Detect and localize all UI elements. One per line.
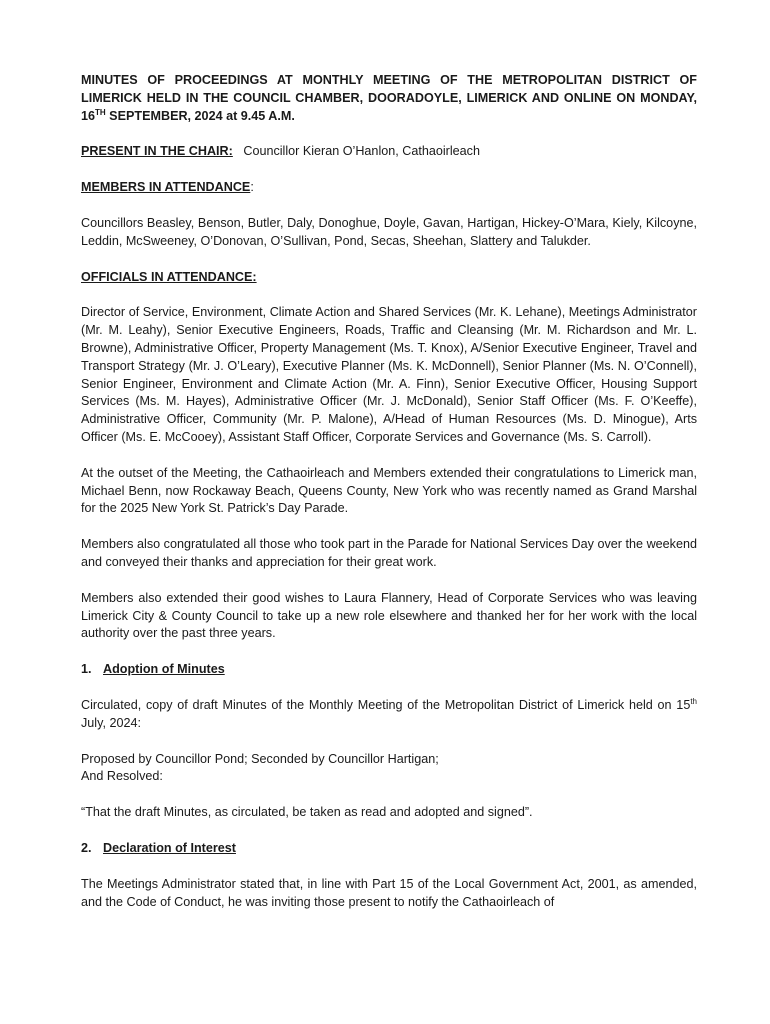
section-1-number: 1.	[81, 662, 92, 677]
section-2-text: The Meetings Administrator stated that, in line with Part 15 of the Local Government Act, 2001, as amended, and the Code of Conduct, he was inviting those present to notify the Cathaoirleach of	[81, 876, 697, 909]
members-list: Councillors Beasley, Benson, Butler, Daly, Donoghue, Doyle, Gavan, Hartigan, Hickey-O’Mara, Kiely, Kilcoyne, Leddin, McSweeney, O’Donovan, O’Sullivan, Pond, Secas, Sheehan, Slattery and Talukder.	[81, 215, 697, 248]
circulated-text-part1: Circulated, copy of draft Minutes of the Monthly Meeting of the Metropolitan District of Limerick held on 15	[81, 697, 691, 712]
section-1-resolved: And Resolved:	[81, 769, 163, 784]
members-heading	[81, 179, 697, 197]
title-text-part2: SEPTEMBER, 2024 at 9.45 A.M.	[105, 108, 295, 123]
circulated-superscript: th	[690, 696, 697, 706]
paragraph-congratulations: At the outset of the Meeting, the Cathaoirleach and Members extended their congratulations to Limerick man, Michael Benn, now Rockaway Beach, Queens County, New York who was recently named as Grand Marshal for the 2025 New York St. Patrick’s Day Parade.	[81, 465, 697, 516]
officials-list: Director of Service, Environment, Climate Action and Shared Services (Mr. K. Lehane), Meetings Administrator (Mr. M. Leahy), Senior Executive Engineers, Roads, Traffic and Cleansing (Mr. M. Richardson and Mr. L. Browne), Administrative Officer, Property Management (Ms. T. Knox), A/Senior Executive Engineer, Travel and Transport Strategy (Mr. J. O’Leary), Executive Planner (Ms. K. McDonnell), Senior Planner (Ms. N. O’Connell), Senior Engineer, Environment and Climate Action (Mr. A. Finn), Senior Executive Officer, Housing Support Services (Ms. M. Hayes), Administrative Officer (Mr. J. McDonald), Senior Staff Officer (Ms. F. O’Keeffe), Administrative Officer, Community (Mr. P. Malone), A/Head of Human Resources (Ms. D. Minogue), Arts Officer (Ms. E. McCooey), Assistant Staff Officer, Corporate Services and Governance (Ms. S. Carroll).	[81, 305, 697, 444]
document-body	[81, 72, 697, 911]
title-superscript: TH	[95, 107, 106, 117]
chair-line	[81, 143, 697, 161]
title-text-part1: MINUTES OF PROCEEDINGS AT MONTHLY MEETING OF THE METROPOLITAN DISTRICT OF LIMERICK HELD IN THE COUNCIL CHAMBER, DOORADOYLE, LIMERICK AND ONLINE ON MONDAY, 16	[81, 73, 697, 123]
chair-value: Councillor Kieran O’Hanlon, Cathaoirleach	[243, 144, 480, 159]
section-1-proposed: Proposed by Councillor Pond; Seconded by Councillor Hartigan;	[81, 751, 439, 766]
section-2-number: 2.	[81, 840, 92, 855]
circulated-text-part2: July, 2024:	[81, 715, 141, 730]
section-2-title: Declaration of Interest	[103, 840, 236, 855]
officials-heading	[81, 269, 697, 287]
chair-label: PRESENT IN THE CHAIR:	[81, 144, 233, 159]
section-1-resolution: “That the draft Minutes, as circulated, be taken as read and adopted and signed”.	[81, 805, 533, 820]
section-1-title: Adoption of Minutes	[103, 662, 225, 677]
section-2-heading	[81, 840, 697, 858]
members-colon: :	[250, 180, 254, 195]
paragraph-farewell: Members also extended their good wishes to Laura Flannery, Head of Corporate Services who was leaving Limerick City & County Council to take up a new role elsewhere and thanked her for her work with the local authority over the past three years.	[81, 590, 697, 641]
section-1-heading	[81, 661, 697, 679]
document-title	[81, 72, 697, 125]
officials-label: OFFICIALS IN ATTENDANCE:	[81, 269, 257, 284]
members-label: MEMBERS IN ATTENDANCE	[81, 180, 251, 195]
paragraph-parade: Members also congratulated all those who took part in the Parade for National Services Day over the weekend and conveyed their thanks and appreciation for their great work.	[81, 537, 697, 569]
section-1-circulated	[81, 697, 697, 733]
